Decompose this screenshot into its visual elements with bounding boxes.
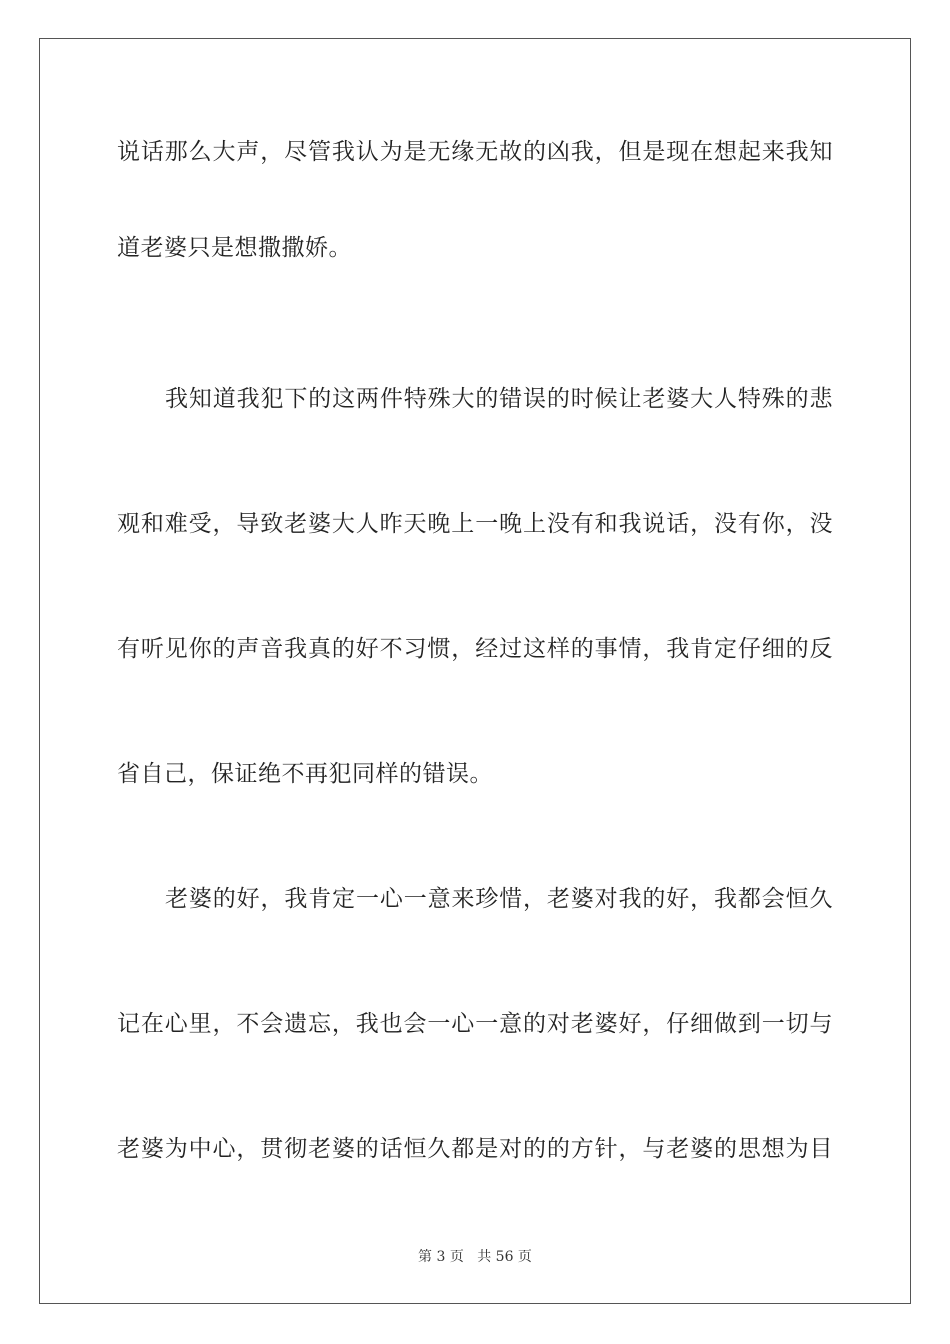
text-line-3: 我知道我犯下的这两件特殊大的错误的时候让老婆大人特殊的悲 [165,386,833,412]
text-line-4: 观和难受，导致老婆大人昨天晚上一晚上没有和我说话，没有你，没 [117,511,833,537]
page-footer [0,1246,950,1266]
page-border [39,38,911,1304]
text-line-8: 记在心里，不会遗忘，我也会一心一意的对老婆好，仔细做到一切与 [117,1011,833,1037]
text-line-6: 省自己，保证绝不再犯同样的错误。 [117,761,493,787]
page-total: 共 56 页 [477,1249,532,1265]
page-number: 第 3 页 [418,1249,464,1265]
text-line-1: 说话那么大声，尽管我认为是无缘无故的凶我，但是现在想起来我知 [117,139,833,165]
text-line-7: 老婆的好，我肯定一心一意来珍惜，老婆对我的好，我都会恒久 [165,886,833,912]
text-line-5: 有听见你的声音我真的好不习惯，经过这样的事情，我肯定仔细的反 [117,636,833,662]
text-line-2: 道老婆只是想撒撒娇。 [117,235,352,261]
text-line-9: 老婆为中心，贯彻老婆的话恒久都是对的的方针，与老婆的思想为目 [117,1136,833,1162]
